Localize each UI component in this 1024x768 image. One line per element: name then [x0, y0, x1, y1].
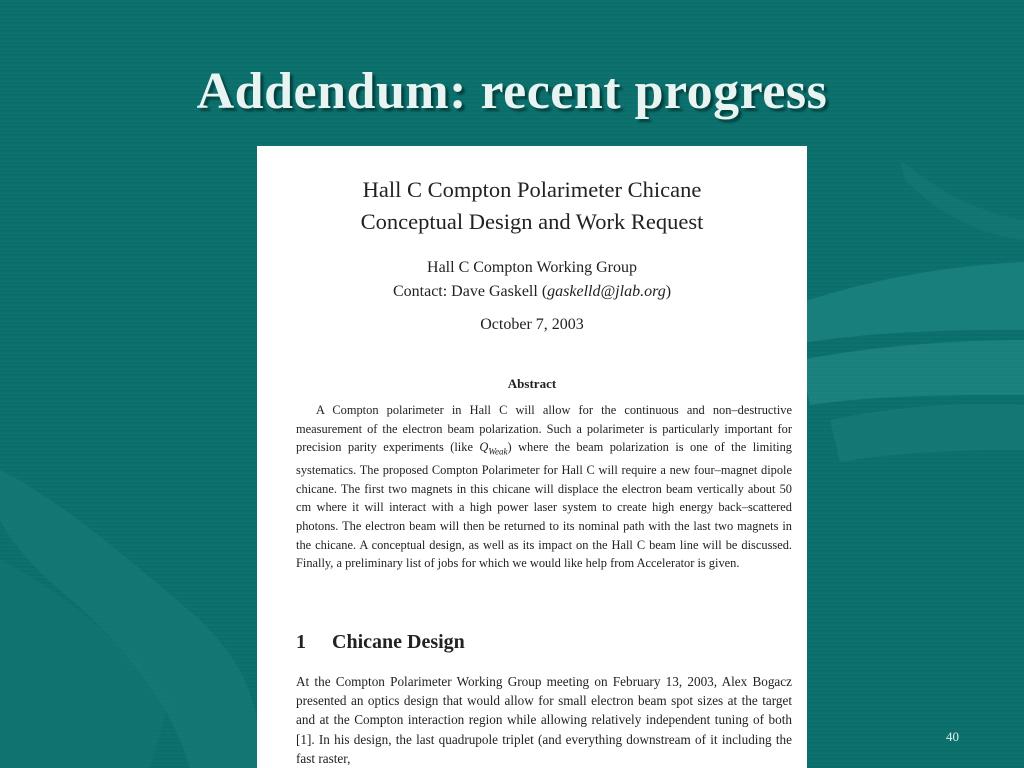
abstract-symbol-q: Q — [479, 440, 489, 455]
document-author-block — [257, 256, 807, 304]
document-title-line-1: Hall C Compton Polarimeter Chicane — [362, 177, 702, 202]
abstract-heading: Abstract — [507, 376, 557, 391]
document-page — [257, 146, 807, 768]
section-body: At the Compton Polarimeter Working Group meeting on February 13, 2003, Alex Bogacz presented an optics design that would allow for small electron beam spot sizes at the target and at the Compton interaction region while allowing relatively independent tuning of both [1]. In his design, the last quadrupole triplet (and everything downstream of it including the fast raster, — [296, 674, 792, 766]
document-contact — [257, 280, 807, 304]
document-date: October 7, 2003 — [480, 316, 584, 333]
abstract-body — [296, 401, 792, 573]
slide-title: Addendum: recent progress — [196, 63, 828, 120]
section-title: Chicane Design — [332, 631, 465, 653]
contact-prefix: Contact: Dave Gaskell ( — [392, 283, 548, 300]
abstract-symbol-subscript: Weak — [488, 446, 508, 457]
contact-suffix: ) — [665, 283, 672, 300]
document-title — [257, 174, 807, 238]
abstract-text-part-2: ) where the beam polarization is one of the limiting systematics. The proposed Compton Polarimeter for Hall C will require a new four–magnet dipole chicane. The first two magnets in this chicane will displace the electron beam vertically about 50 cm where it will interact with a high power laser system to create high energy back–scattered photons. The electron beam will then be returned to its nominal path with the last two magnets in the chicane. A conceptual design, as well as its impact on the Hall C beam line will be discussed. Finally, a preliminary list of jobs for which we would like help from Accelerator is given. — [296, 440, 792, 571]
section-heading — [296, 631, 792, 654]
document-author: Hall C Compton Working Group — [427, 259, 637, 276]
slide-page-number: 40 — [946, 729, 959, 744]
section-number: 1 — [296, 631, 306, 653]
abstract-text-part-1: A Compton polarimeter in Hall C will allow for the continuous and non–destructive measurement of the electron beam polarization. Such a polarimeter is particularly important for precision parity experiments (like — [296, 403, 792, 455]
document-title-line-2: Conceptual Design and Work Request — [360, 209, 704, 234]
contact-email: gaskelld@jlab.org — [547, 283, 666, 300]
